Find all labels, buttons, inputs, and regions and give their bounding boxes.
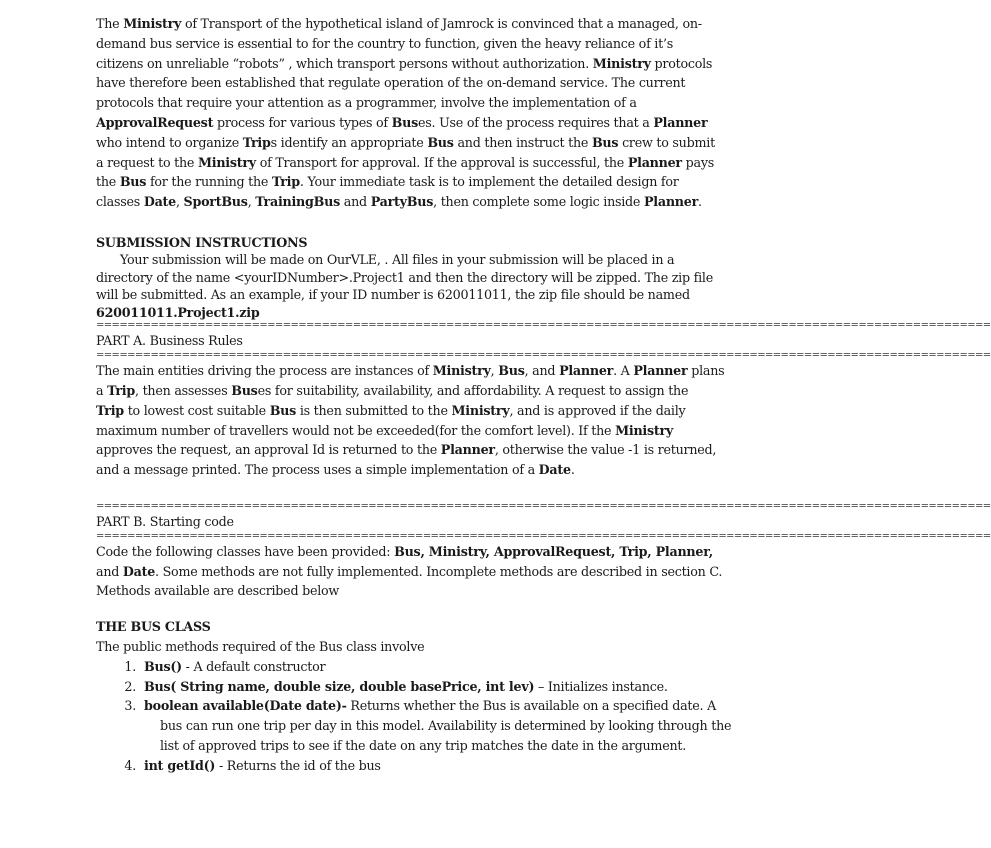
intro-line: the Bus for the running the Trip. Your immediate task is to implement the detailed design for [96, 174, 679, 190]
list-item-number: 4. [124, 757, 136, 773]
part-a-line: The main entities driving the process are instances of Ministry, Bus, and Planner. A Planner plans [96, 363, 725, 379]
part-b-line: Methods available are described below [96, 583, 340, 599]
part-a-line: maximum number of travellers would not be exceeded(for the comfort level). If the Ministry [96, 422, 674, 438]
list-item-line: 3. boolean available(Date date)- Returns whether the Bus is available on a specified date. A [112, 696, 724, 716]
intro-line: demand bus service is essential to for the country to function, given the heavy reliance of it’s [96, 35, 674, 51]
list-item [96, 657, 724, 677]
document-page [96, 14, 991, 776]
separator-rule: =================================================================================================================== [96, 501, 991, 513]
intro-line: classes Date, SportBus, TrainingBus and PartyBus, then complete some logic inside Planner. [96, 194, 702, 210]
intro-line: who intend to organize Trips identify an appropriate Bus and then instruct the Bus crew to submit [96, 134, 715, 150]
part-a-paragraph [96, 361, 724, 480]
submission-line: Your submission will be made on OurVLE, . All files in your submission will be placed in a [120, 252, 675, 268]
list-item [96, 756, 724, 776]
submission-line: directory of the name <yourIDNumber>.Project1 and then the directory will be zipped. The zip file [96, 269, 713, 285]
intro-line: protocols that require your attention as a programmer, involve the implementation of a [96, 95, 637, 111]
list-item-line: 1. Bus() - A default constructor [112, 657, 724, 677]
list-item [96, 677, 724, 697]
list-item-continuation: bus can run one trip per day in this model. Availability is determined by looking through the [160, 718, 732, 734]
submission-section [96, 234, 724, 322]
intro-paragraph [96, 14, 724, 212]
separator-rule: =================================================================================================================== [96, 530, 991, 542]
list-item [96, 696, 732, 755]
submission-heading: SUBMISSION INSTRUCTIONS [96, 234, 308, 250]
list-item-line: 4. int getId() - Returns the id of the bus [112, 756, 724, 776]
intro-line: The Ministry of Transport of the hypothetical island of Jamrock is convinced that a managed, on- [96, 16, 702, 31]
list-item-line: 2. Bus( String name, double size, double basePrice, int lev) – Initializes instance. [112, 677, 724, 697]
separator-rule: =================================================================================================================== [96, 320, 991, 332]
list-item-number: 3. [124, 698, 136, 714]
bus-class-heading: THE BUS CLASS [96, 619, 211, 635]
part-a-line: and a message printed. The process uses a simple implementation of a Date. [96, 462, 575, 478]
part-b-line: Code the following classes have been provided: Bus, Ministry, ApprovalRequest, Trip, Planner, [96, 543, 713, 559]
intro-line: citizens on unreliable “robots” , which transport persons without authorization. Ministry protocols [96, 55, 713, 71]
bus-class-section [96, 617, 732, 775]
part-b-title: PART B. Starting code [96, 514, 234, 530]
bus-class-intro: The public methods required of the Bus class involve [96, 639, 425, 655]
part-a-line: a Trip, then assesses Buses for suitability, availability, and affordability. A request to assign the [96, 383, 689, 399]
part-a-line: Trip to lowest cost suitable Bus is then submitted to the Ministry, and is approved if the daily [96, 402, 686, 418]
part-b-paragraph [96, 542, 724, 601]
part-a-line: approves the request, an approval Id is returned to the Planner, otherwise the value -1 is returned, [96, 442, 717, 458]
list-item-continuation: list of approved trips to see if the date on any trip matches the date in the argument. [160, 738, 687, 754]
intro-line: ApprovalRequest process for various types of Buses. Use of the process requires that a Planner [96, 114, 708, 130]
list-item-number: 2. [124, 678, 136, 694]
intro-line: have therefore been established that regulate operation of the on-demand service. The current [96, 75, 686, 91]
list-item-number: 1. [124, 658, 136, 674]
separator-rule: =================================================================================================================== [96, 350, 991, 362]
part-b-line: and Date. Some methods are not fully implemented. Incomplete methods are described in section C. [96, 563, 723, 579]
submission-filename: 620011011.Project1.zip [96, 304, 260, 320]
intro-line: a request to the Ministry of Transport for approval. If the approval is successful, the Planner pays [96, 154, 715, 170]
bus-method-list [96, 657, 732, 776]
submission-line: will be submitted. As an example, if your ID number is 620011011, the zip file should be named [96, 287, 690, 303]
part-a-title: PART A. Business Rules [96, 333, 243, 349]
